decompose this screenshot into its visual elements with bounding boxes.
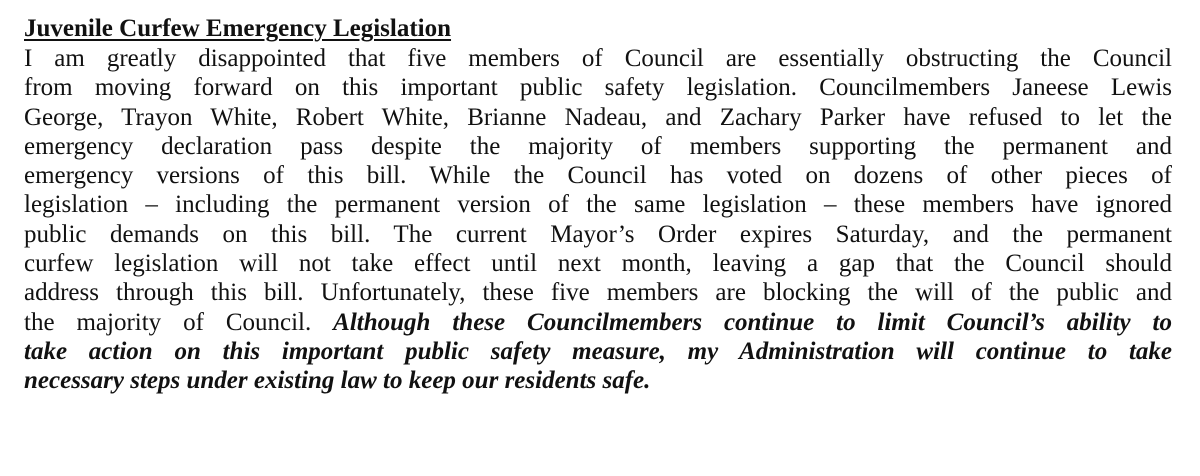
paragraph-line — [24, 337, 1172, 366]
paragraph-line — [24, 73, 1172, 102]
paragraph-line — [24, 44, 1172, 73]
line-text: emergency declaration pass despite the majority of members supporting the permanent and — [24, 132, 1172, 160]
paragraph-line — [24, 161, 1172, 190]
line-text: George, Trayon White, Robert White, Brianne Nadeau, and Zachary Parker have refused to let the — [24, 103, 1172, 131]
line-text: from moving forward on this important public safety legislation. Councilmembers Janeese Lewis — [24, 74, 1172, 102]
line-text: emergency versions of this bill. While the Council has voted on dozens of other pieces of — [24, 162, 1172, 190]
line-text: public demands on this bill. The current Mayor’s Order expires Saturday, and the permanent — [24, 220, 1172, 248]
line-text: the majority of Council. — [24, 308, 334, 336]
line-text: legislation – including the permanent version of the same legislation – these members have ignored — [24, 191, 1172, 219]
paragraph-line — [24, 249, 1172, 278]
emphasized-text: necessary steps under existing law to keep our residents safe. — [24, 367, 651, 395]
paragraph-line — [24, 190, 1172, 219]
line-text: curfew legislation will not take effect until next month, leaving a gap that the Council should — [24, 250, 1172, 278]
emphasized-text: Although these Councilmembers continue to limit Council’s ability to — [333, 308, 1172, 336]
section-heading: Juvenile Curfew Emergency Legislation — [24, 15, 452, 42]
paragraph-line — [24, 220, 1172, 249]
paragraph-line — [24, 278, 1172, 307]
paragraph-line — [24, 132, 1172, 161]
paragraph-line — [24, 308, 1172, 337]
paragraph-line — [24, 366, 1172, 395]
line-text: address through this bill. Unfortunately, these five members are blocking the will of the public and — [24, 279, 1172, 307]
emphasized-text: take action on this important public safety measure, my Administration will continue to take — [24, 337, 1172, 365]
document-excerpt — [24, 14, 1172, 396]
paragraph-line — [24, 103, 1172, 132]
line-text: I am greatly disappointed that five members of Council are essentially obstructing the Council — [24, 45, 1172, 72]
